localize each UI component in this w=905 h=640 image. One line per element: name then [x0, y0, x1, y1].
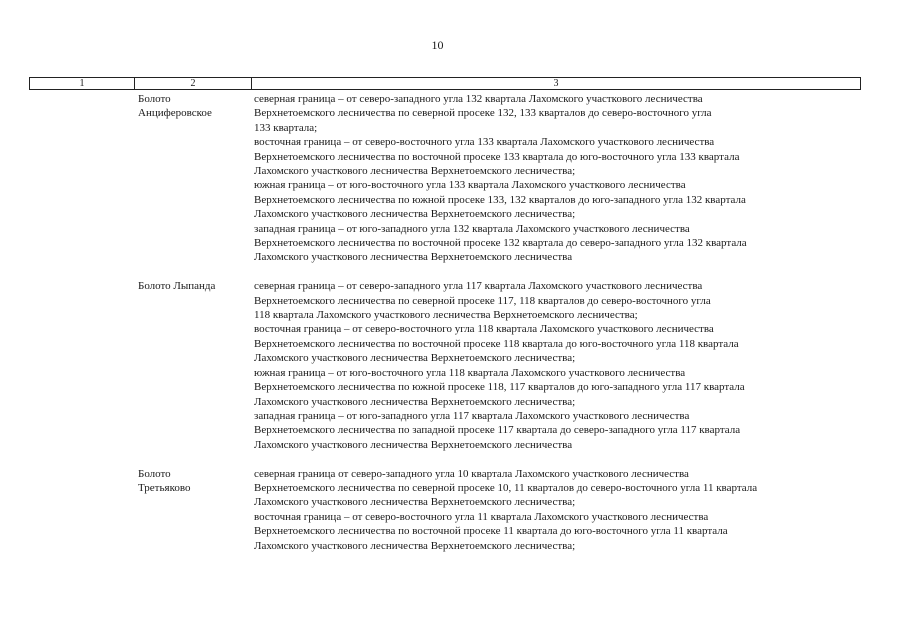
desc-line: Лахомского участкового лесничества Верхнетоемского лесничества	[254, 438, 573, 451]
desc-line: Верхнетоемского лесничества по восточной просеке 133 квартала до юго-восточного угла 133 квартала	[254, 150, 740, 163]
bog-name	[138, 92, 250, 121]
desc-line: Лахомского участкового лесничества Верхнетоемского лесничества;	[254, 208, 576, 221]
bog-name	[138, 467, 250, 496]
desc-line: северная граница – от северо-западного угла 117 квартала Лахомского участкового лесничества	[254, 280, 703, 293]
desc-line: Верхнетоемского лесничества по северной просеке 132, 133 кварталов до северо-восточного угла	[254, 107, 712, 120]
boundary-description	[254, 279, 854, 452]
bog-name-line: Болото	[138, 467, 171, 480]
bog-name-line: Анциферовское	[138, 107, 212, 120]
entries-list	[0, 92, 905, 567]
table-header-row	[29, 77, 861, 90]
desc-line: Лахомского участкового лесничества Верхнетоемского лесничества;	[254, 496, 576, 509]
table-row	[0, 467, 905, 553]
bog-name-line: Болото Лыпанда	[138, 280, 216, 293]
desc-line: Верхнетоемского лесничества по восточной просеке 11 квартала до юго-восточного угла 11 квартала	[254, 525, 728, 538]
page-number: 10	[431, 38, 444, 52]
desc-line: Верхнетоемского лесничества по южной просеке 133, 132 кварталов до юго-западного угла 132 квартала	[254, 193, 746, 206]
desc-line: Верхнетоемского лесничества по западной просеке 117 квартала до северо-западного угла 117 квартала	[254, 424, 741, 437]
desc-line: Лахомского участкового лесничества Верхнетоемского лесничества;	[254, 352, 576, 365]
header-col-2: 2	[135, 78, 252, 89]
desc-line: Лахомского участкового лесничества Верхнетоемского лесничества;	[254, 165, 576, 178]
boundary-description	[254, 92, 854, 265]
desc-line: северная граница – от северо-западного угла 132 квартала Лахомского участкового лесничества	[254, 93, 703, 105]
desc-line: западная граница – от юго-западного угла 132 квартала Лахомского участкового лесничества	[254, 222, 690, 235]
table-row	[0, 279, 905, 452]
bog-name-line: Болото	[138, 93, 171, 105]
desc-line: восточная граница – от северо-восточного угла 133 квартала Лахомского участкового лесничества	[254, 136, 715, 149]
boundary-description	[254, 467, 854, 553]
desc-line: Лахомского участкового лесничества Верхнетоемского лесничества	[254, 251, 573, 264]
desc-line: Верхнетоемского лесничества по северной просеке 117, 118 кварталов до северо-восточного угла	[254, 294, 711, 307]
desc-line: 118 квартала Лахомского участкового лесничества Верхнетоемского лесничества;	[254, 309, 638, 322]
desc-line: северная граница от северо-западного угла 10 квартала Лахомского участкового лесничества	[254, 467, 689, 480]
desc-line: южная граница – от юго-восточного угла 133 квартала Лахомского участкового лесничества	[254, 179, 686, 192]
desc-line: Верхнетоемского лесничества по южной просеке 118, 117 кварталов до юго-западного угла 117 квартала	[254, 381, 745, 394]
desc-line: 133 квартала;	[254, 121, 318, 134]
table-row	[0, 92, 905, 265]
desc-line: восточная граница – от северо-восточного угла 11 квартала Лахомского участкового лесничества	[254, 510, 709, 523]
desc-line: Верхнетоемского лесничества по восточной просеке 132 квартала до северо-западного угла 132 квартала	[254, 237, 747, 250]
bog-name-line: Третьяково	[138, 481, 191, 494]
desc-line: Лахомского участкового лесничества Верхнетоемского лесничества;	[254, 539, 576, 552]
desc-line: Верхнетоемского лесничества по северной просеке 10, 11 кварталов до северо-восточного угла 11 квартала	[254, 481, 758, 494]
header-col-1: 1	[30, 78, 135, 89]
desc-line: Верхнетоемского лесничества по восточной просеке 118 квартала до юго-восточного угла 118 квартала	[254, 337, 739, 350]
desc-line: Лахомского участкового лесничества Верхнетоемского лесничества;	[254, 395, 576, 408]
header-col-3: 3	[553, 78, 559, 89]
bog-name	[138, 279, 250, 293]
desc-line: западная граница – от юго-западного угла 117 квартала Лахомского участкового лесничества	[254, 409, 690, 422]
desc-line: южная граница – от юго-восточного угла 118 квартала Лахомского участкового лесничества	[254, 366, 686, 379]
desc-line: восточная граница – от северо-восточного угла 118 квартала Лахомского участкового лесничества	[254, 323, 714, 336]
